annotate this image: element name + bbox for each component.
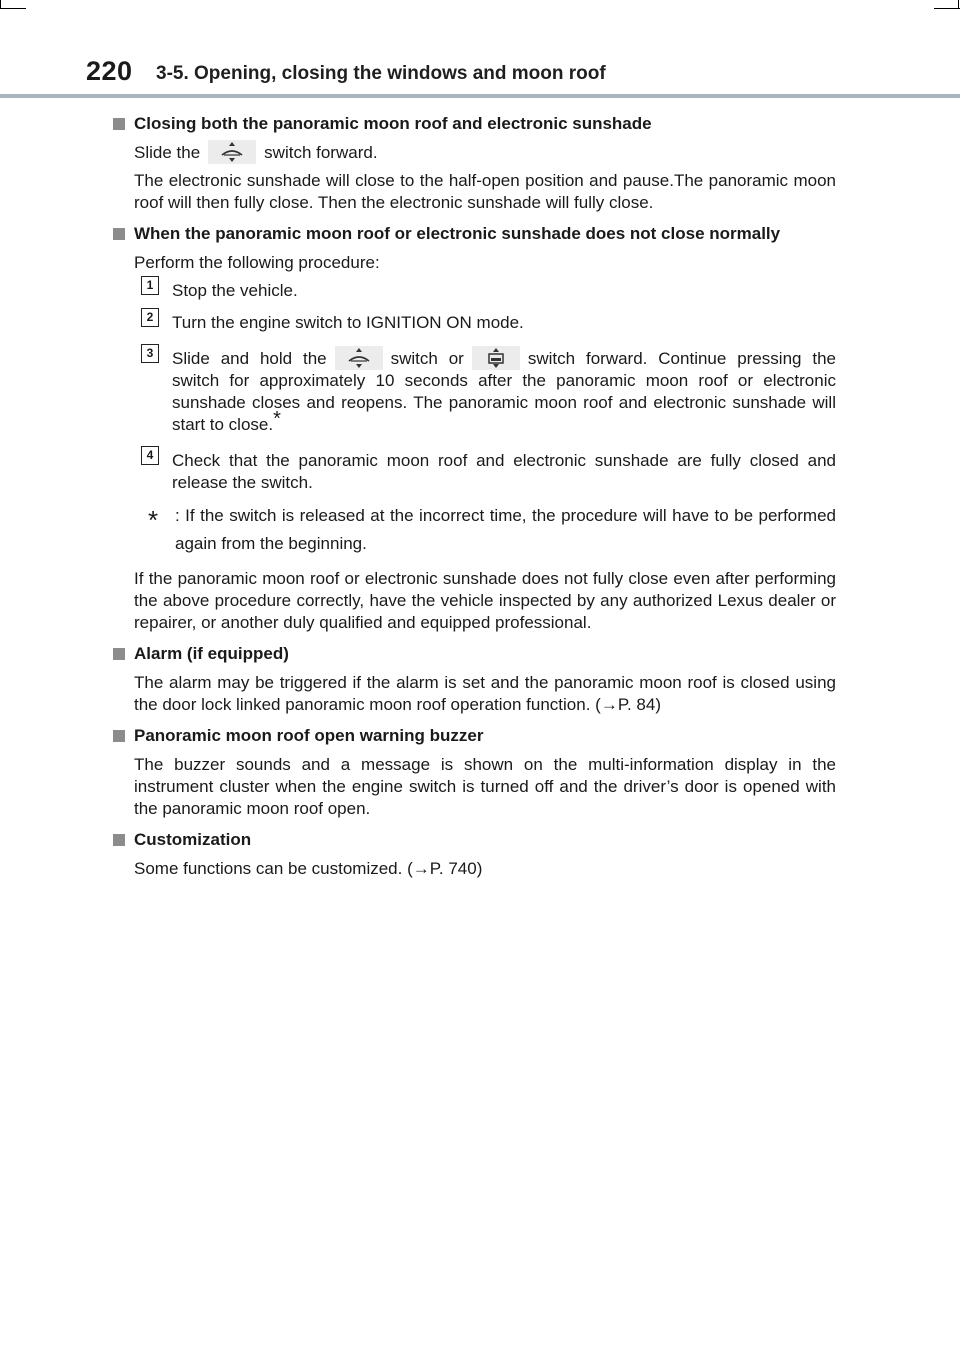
text: Slide the — [134, 143, 201, 162]
section-heading — [112, 724, 836, 748]
page-number: 220 — [86, 56, 133, 86]
step-item — [141, 280, 836, 302]
step-text: Turn the engine switch to IGNITION ON mode. — [172, 313, 524, 332]
section-heading — [112, 222, 836, 246]
bullet-square-icon — [113, 648, 125, 660]
bullet-square-icon — [113, 834, 125, 846]
footnote-text: : If the switch is released at the incorrect time, the procedure will have to be performed again from the beginning. — [175, 506, 836, 553]
paragraph: The electronic sunshade will close to the half-open position and pause.The panoramic moon roof will then fully close. Then the electronic sunshade will fully close. — [134, 171, 836, 212]
paragraph: If the panoramic moon roof or electronic sunshade does not fully close even after performing the above procedure correctly, have the vehicle inspected by any authorized Lexus dealer or repairer, or another duly qualified and equipped professional. — [134, 569, 836, 632]
header-rule — [0, 94, 960, 98]
asterisk-mark: * — [148, 505, 159, 535]
section-heading — [112, 828, 836, 852]
heading-text: Closing both the panoramic moon roof and electronic sunshade — [134, 114, 652, 133]
heading-text: Panoramic moon roof open warning buzzer — [134, 726, 484, 745]
paragraph: Perform the following procedure: — [134, 253, 380, 272]
bullet-square-icon — [113, 118, 125, 130]
step-text: Check that the panoramic moon roof and electronic sunshade are fully closed and release the switch. — [172, 451, 836, 492]
text: Slide and hold the — [172, 349, 327, 368]
bullet-square-icon — [113, 228, 125, 240]
paragraph: The alarm may be triggered if the alarm is set and the panoramic moon roof is closed using the door lock linked panoramic moon roof operation function. (→P. 84) — [134, 673, 836, 714]
step-text — [172, 348, 836, 436]
step-text: Stop the vehicle. — [172, 281, 298, 300]
text: switch or — [390, 349, 464, 368]
step-number: 3 — [141, 344, 159, 363]
section-heading — [112, 112, 836, 136]
paragraph: Some functions can be customized. (→P. 740) — [134, 859, 483, 878]
page-content — [112, 108, 836, 880]
step-number: 1 — [141, 276, 159, 295]
paragraph: The buzzer sounds and a message is shown on the multi-information display in the instrument cluster when the engine switch is turned off and the driver’s door is opened with the panoramic moon roof open. — [134, 755, 836, 818]
moon-roof-switch-icon — [335, 346, 383, 370]
heading-text: When the panoramic moon roof or electronic sunshade does not close normally — [134, 224, 781, 243]
step-item — [141, 450, 836, 494]
step-item — [141, 312, 836, 334]
heading-text: Customization — [134, 830, 252, 849]
paragraph — [134, 142, 836, 164]
footnote-marker — [148, 502, 175, 558]
step-number: 2 — [141, 308, 159, 327]
section-title: 3-5. Opening, closing the windows and moon roof — [156, 63, 606, 84]
page-header — [0, 0, 960, 100]
text: switch forward. Continue pressing the switch for approximately 10 seconds after the panoramic moon roof or electronic sunshade closes and reopens. The panoramic moon roof and electronic sunshade will start to close. — [172, 349, 836, 434]
text: switch forward. — [264, 143, 378, 162]
moon-roof-switch-icon — [208, 140, 256, 164]
section-heading — [112, 642, 836, 666]
sunshade-switch-icon — [472, 346, 520, 370]
heading-text: Alarm (if equipped) — [134, 644, 289, 663]
bullet-square-icon — [113, 730, 125, 742]
step-number: 4 — [141, 446, 159, 465]
step-item — [141, 348, 836, 436]
asterisk-mark: * — [273, 408, 281, 431]
footnote — [148, 502, 836, 558]
